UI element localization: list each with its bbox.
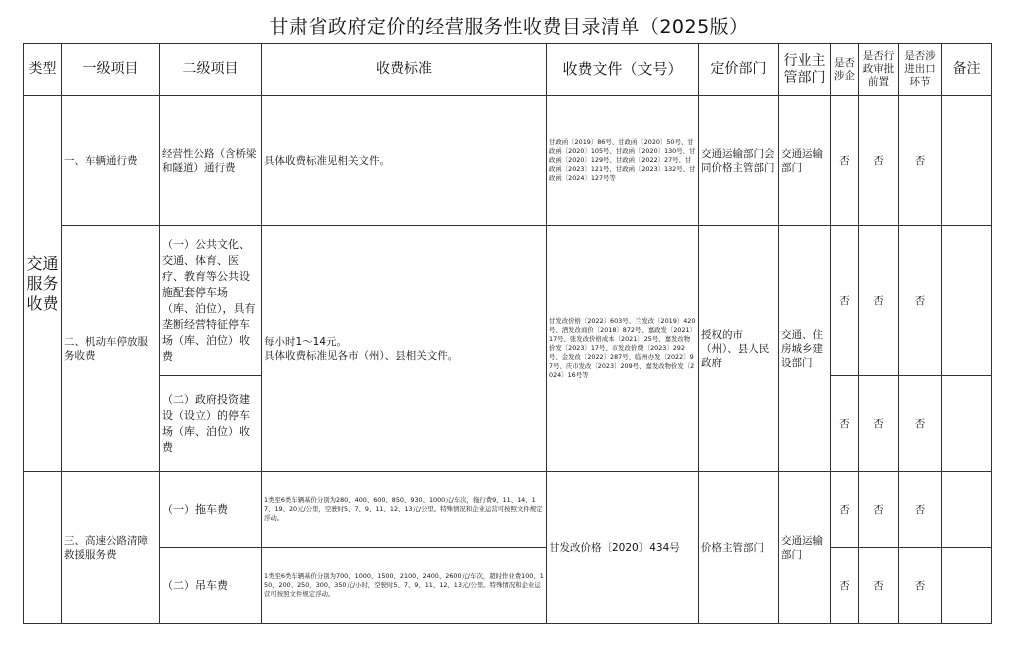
table-row — [24, 472, 992, 548]
header-industry: 行业主管部门 — [779, 44, 831, 96]
header-row — [24, 44, 992, 96]
approval-cell: 否 — [859, 376, 899, 472]
approval-cell: 否 — [859, 472, 899, 548]
industry-cell: 交通运输部门 — [779, 472, 831, 624]
enterprise-cell: 否 — [831, 472, 859, 548]
dept-cell: 交通运输部门会同价格主管部门 — [699, 96, 779, 226]
import-export-cell: 否 — [899, 96, 942, 226]
level2-cell: （一）公共文化、交通、体育、医疗、教育等公共设施配套停车场（库、泊位），具有垄断经营特征停车场（库、泊位）收费 — [160, 226, 262, 376]
header-level2: 二级项目 — [160, 44, 262, 96]
industry-cell: 交通、住房城乡建设部门 — [779, 226, 831, 472]
doc-cell: 甘发改价格〔2020〕434号 — [547, 472, 699, 624]
standard-cell: 每小时1～14元。 具体收费标准见各市（州）、县相关文件。 — [262, 226, 547, 472]
remark-cell — [942, 472, 992, 548]
enterprise-cell: 否 — [831, 376, 859, 472]
enterprise-cell: 否 — [831, 548, 859, 624]
header-type: 类型 — [24, 44, 62, 96]
remark-cell — [942, 226, 992, 376]
level1-cell: 一、车辆通行费 — [62, 96, 160, 226]
remark-cell — [942, 96, 992, 226]
header-doc: 收费文件（文号） — [547, 44, 699, 96]
table-row — [24, 226, 992, 376]
import-export-cell: 否 — [899, 376, 942, 472]
approval-cell: 否 — [859, 96, 899, 226]
header-import-export: 是否涉进出口环节 — [899, 44, 942, 96]
industry-cell: 交通运输部门 — [779, 96, 831, 226]
level1-cell: 三、高速公路清障救援服务费 — [62, 472, 160, 624]
approval-cell: 否 — [859, 548, 899, 624]
doc-cell: 甘发改价格〔2022〕603号、兰发改〔2019〕420号、酒发改商价〔2018〕872号、嘉政发〔2021〕17号、张发改价格成本〔2021〕25号、嘉发改物价发〔2023〕17号、市发改价费〔2023〕292号、金发改〔2022〕287号、临州办发〔2022〕97号、庆市发改〔2023〕209号、嘉发改物价发〔2024〕16号等 — [547, 226, 699, 472]
empty-type-cell — [24, 472, 62, 624]
standard-cell: 具体收费标准见相关文件。 — [262, 96, 547, 226]
import-export-cell: 否 — [899, 548, 942, 624]
standard-cell: 1类至6类车辆基价分别为700、1000、1500、2100、2400、2600元/车次，超时作业费100、150、200、250、300、350元/小时，空驶时5、7、9、11、12、13元/公里。特殊情况和企业运营可按照文件规定浮动。 — [262, 548, 547, 624]
level2-cell: （二）吊车费 — [160, 548, 262, 624]
category-cell: 交通服务收费 — [24, 96, 62, 472]
enterprise-cell: 否 — [831, 96, 859, 226]
doc-cell: 甘政函〔2019〕86号、甘政函〔2020〕50号、甘政函〔2020〕105号、甘政函〔2020〕130号、甘政函〔2020〕129号、甘政函〔2022〕27号、甘政函〔2023〕121号、甘政函〔2023〕132号、甘政函〔2024〕127号等 — [547, 96, 699, 226]
header-dept: 定价部门 — [699, 44, 779, 96]
header-approval: 是否行政审批前置 — [859, 44, 899, 96]
enterprise-cell: 否 — [831, 226, 859, 376]
level1-cell: 二、机动车停放服务收费 — [62, 226, 160, 472]
import-export-cell: 否 — [899, 226, 942, 376]
header-level1: 一级项目 — [62, 44, 160, 96]
level2-cell: 经营性公路（含桥梁和隧道）通行费 — [160, 96, 262, 226]
page-title: 甘肃省政府定价的经营服务性收费目录清单（2025版） — [269, 16, 749, 38]
header-standard: 收费标准 — [262, 44, 547, 96]
table-row — [24, 96, 992, 226]
remark-cell — [942, 548, 992, 624]
dept-cell: 授权的市（州）、县人民政府 — [699, 226, 779, 472]
level2-cell: （二）政府投资建设（设立）的停车场（库、泊位）收费 — [160, 376, 262, 472]
header-remark: 备注 — [942, 44, 992, 96]
level2-cell: （一）拖车费 — [160, 472, 262, 548]
remark-cell — [942, 376, 992, 472]
import-export-cell: 否 — [899, 472, 942, 548]
header-enterprise: 是否涉企 — [831, 44, 859, 96]
approval-cell: 否 — [859, 226, 899, 376]
table-row — [24, 548, 992, 624]
fee-catalog-table — [23, 43, 992, 624]
standard-cell: 1类至6类车辆基价分别为280、400、600、850、930、1000元/车次，拖行费9、11、14、17、19、20元/公里，空驶时5、7、9、11、12、13元/公里。特殊情况和企业运营可按照文件规定浮动。 — [262, 472, 547, 548]
dept-cell: 价格主管部门 — [699, 472, 779, 624]
